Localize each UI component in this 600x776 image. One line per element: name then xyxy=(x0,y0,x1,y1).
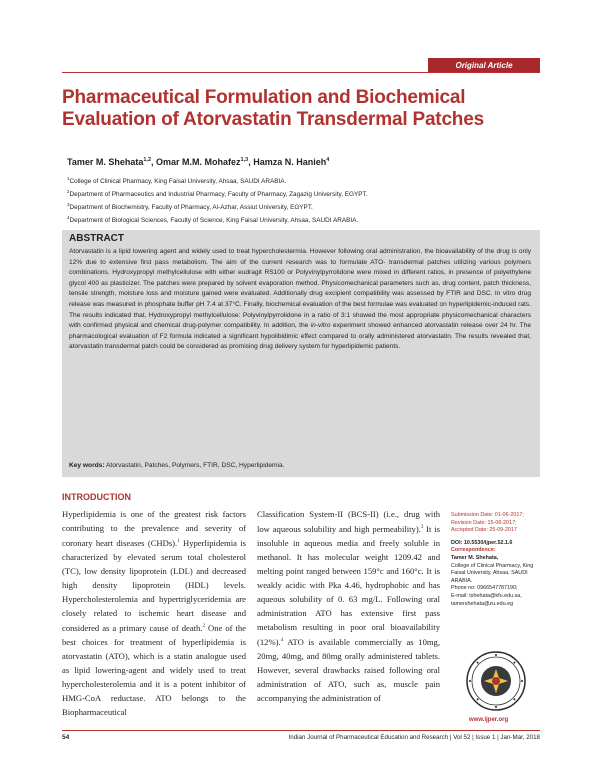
affiliation-item: $^1$College of Clinical Pharmacy, King Faisal University, Ahsaa, SAUDI ARABIA. xyxy=(67,176,287,186)
submission-date: Submission Date: 01-06-2017; xyxy=(451,512,524,518)
affiliation-item: $^4$Department of Biological Sciences, Faculty of Science, King Faisal University, Ahsaa, SAUDI ARABIA. xyxy=(67,215,359,225)
revision-date: Revision Date: 15-06-2017; xyxy=(451,519,517,526)
author-affil-ref: 1,3 xyxy=(240,157,249,163)
author-affil-ref: 1,2 xyxy=(143,157,152,163)
affiliation-item: $^3$Department of Biochemistry, Faculty of Pharmacy, Al-Azhar, Assiut University, EGYPT. xyxy=(67,202,313,212)
footer-rule xyxy=(62,730,540,731)
body-column-2: Classification System-II (BCS-II) (i.e., drug with low aqueous solubility and high permeability).$^3$ It is insoluble in aqueous media and freely soluble in methanol. It has molecular weight 1209.42 and melting point ranged between 159°c and 160°c. It is weakly acidic with Pka 4.46, hydrophobic and has aqueous solubility of 0. 63 mg/L. Following oral administration ATO has extensive first pass metabolism resulting in poor oral bioavailability (12%).$^4$ ATO is available commercially as 10mg, 20mg, 40mg, and 80mg orally administered tablets. However, several drawbacks raised following oral administration of ATO, such as, muscle pain accompanying the administration of xyxy=(257,509,441,703)
journal-url[interactable]: www.ijper.org xyxy=(469,717,509,723)
article-title xyxy=(62,87,532,131)
page-number: 54 xyxy=(62,734,70,741)
title-line-2: Evaluation of Atorvastatin Transdermal Patches xyxy=(62,109,484,130)
abstract-heading: ABSTRACT xyxy=(69,233,124,244)
author-name: Tamer M. Shehata xyxy=(67,157,144,167)
corr-address: College of Clinical Pharmacy, King Faisal University, Ahsaa, SAUDI ARABIA. xyxy=(451,562,534,584)
author-list: Tamer M. Shehata$^{1,2}$, Omar M.M. Mohafez$^{1,3}$, Hamza N. Hanieh$^4$ xyxy=(67,157,330,167)
author-name: Hamza N. Hanieh xyxy=(253,157,327,167)
abstract-body: Atorvastatin is a lipid lowering agent and widely used to treat hypercholestermia. However following oral administration, the bioavailability of the drug is only 12% due to extensive first pass metabolism. The aim of the current research was to formulate ATO- transdermal patches utilizing various polymers combinations. Hydroxypropyl methylcellulose with either eudragit RS100 or Polyvinylpyrrolidone were mixed in different ratios, in presence of polyethylene glycol 400 as plasticizer. The patches were prepared by solvent evaporation method. Physicomechanical parameters such as, drug content, patch thickness, tensile strength, moisture loss and moisture gained were evaluated. Additionally drug excipient compatibility was assessed by FTIR and DSC. In vitro drug release was measured in phosphate buffer pH 7.4 at 37°C. Finally, biochemical evaluation of the best formulae was evaluated on hyperlipidemic-induced rats. The results indicated that, Hydroxypropyl methylcellulose: Polyvinylpyrrolidone in a ratio of 3:1 showed the most appropriate physicomechanical characters with confirmed physical and chemical drug-polymer compatibility. In addition, the in-vitro experiment showed enhanced atorvastatin release over 24 hr. The pharmacological evaluation of F2 formula indicated a significant hypolibidimic effect compared to orally administered atorvastatin. The results revealed that, atorvastatin transdermal patch could be considered as promising drug delivery system for hyperlipidemic patients. xyxy=(69,248,531,351)
affiliation-list xyxy=(67,174,368,227)
article-type-badge: Original Article xyxy=(428,58,540,73)
corr-phone: Phone no: 0966547787190; xyxy=(451,585,518,592)
journal-citation: Indian Journal of Pharmaceutical Education and Research | Vol 52 | Issue 1 | Jan-Mar, 2018 xyxy=(288,734,540,741)
journal-seal-icon xyxy=(465,650,527,712)
accepted-date: Accepted Date: 25-09-2017 xyxy=(451,527,517,534)
correspondence-label: Correspondence: xyxy=(451,547,496,554)
author-affil-ref: 4 xyxy=(326,157,330,163)
corr-email[interactable]: E-mail: tshehata@kfu.edu.sa, tamershehata@zu.edu.eg xyxy=(451,592,522,607)
doi[interactable]: DOI: 10.5530/ijper.52.1.6 xyxy=(451,539,513,546)
author-name: Omar M.M. Mohafez xyxy=(156,157,241,167)
corr-author-name: Tamer M. Shehata, xyxy=(451,554,499,561)
title-line-1: Pharmaceutical Formulation and Biochemical xyxy=(62,87,466,108)
body-column-1: Hyperlipidemia is one of the greatest risk factors contributing to the prevalence and severity of coronary heart diseases (CHDs).$^1$ Hyperlipidemia is characterized by elevated serum total cholesterol (TC), low density lipoprotein (LDL) and decreased high density lipoprotein (HDL) levels. Hypercholesterolemia and hypertriglyceridemia are closely related to ischemic heart disease and considered as a primary cause of death.$^2$ One of the best choices for treatment of hyperlipidemia is atorvastatin (ATO), which is a statin analogue used as lipid lowering-agent and widely used to treat hypercholesterolemia and it is a potent inhibitor of HMG-CoA reductase. ATO belongs to the Biopharmaceutical xyxy=(62,509,246,717)
keywords: Key words: Atorvastatin, Patches, Polymers, FTIR, DSC, Hyperlipidemia. xyxy=(69,462,285,469)
introduction-heading: INTRODUCTION xyxy=(62,492,131,502)
article-info-sidebar xyxy=(451,512,543,608)
affiliation-item: $^2$Department of Pharmaceutics and Industrial Pharmacy, Faculty of Pharmacy, Zagazig University, EGYPT. xyxy=(67,189,368,199)
header-rule xyxy=(62,72,540,73)
